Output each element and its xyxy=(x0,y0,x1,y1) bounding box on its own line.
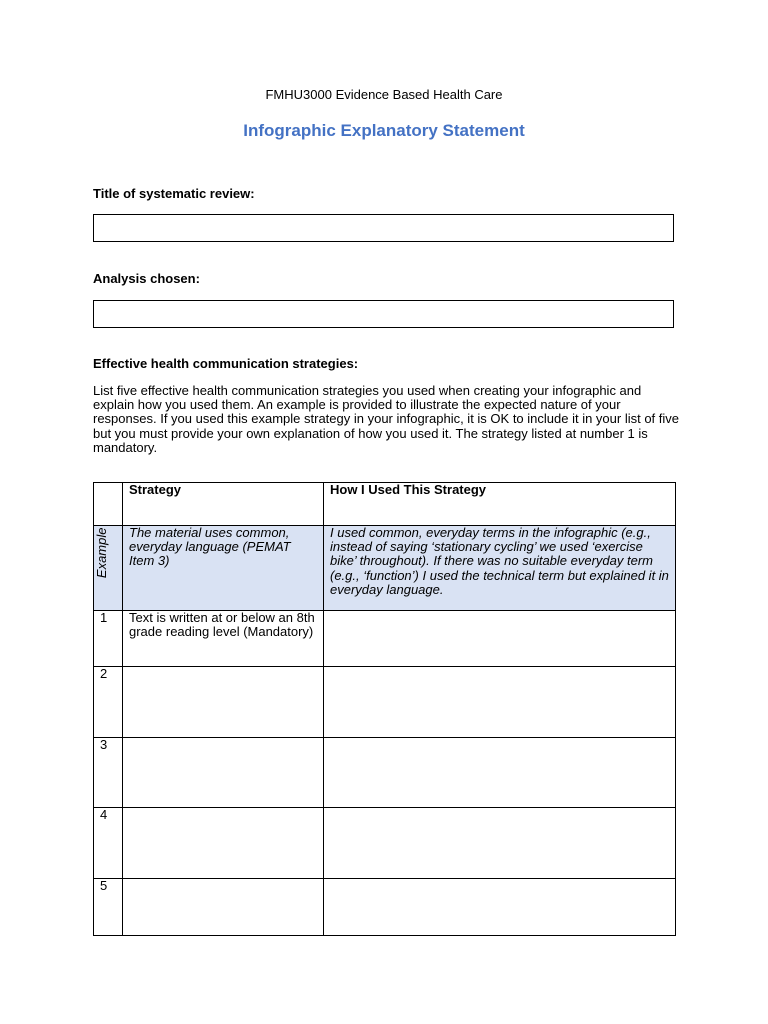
strategies-table xyxy=(93,482,676,936)
example-label: Example xyxy=(93,527,109,579)
header-how-cell: How I Used This Strategy xyxy=(324,483,676,526)
how-used-cell[interactable] xyxy=(324,808,676,879)
strategy-cell[interactable] xyxy=(123,738,324,808)
row-number: 3 xyxy=(94,738,123,808)
strategies-instructions: List five effective health communication strategies you used when creating your infographic and explain how you used them. An example is provided to illustrate the expected nature of your responses. If you used this example strategy in your infographic, it is OK to include it in your list of five but you must provide your own explanation of how you used it. The strategy listed at number 1 is mandatory. xyxy=(93,383,680,455)
table-row xyxy=(94,667,676,738)
row-number: 2 xyxy=(94,667,123,738)
table-row xyxy=(94,611,676,667)
review-title-label: Title of systematic review: xyxy=(93,186,255,201)
row-number: 1 xyxy=(94,611,123,667)
header-number-cell xyxy=(94,483,123,526)
how-used-cell[interactable] xyxy=(324,611,676,667)
row-number: 5 xyxy=(94,879,123,936)
example-label-cell xyxy=(94,526,123,611)
row-number: 4 xyxy=(94,808,123,879)
strategy-cell[interactable] xyxy=(123,667,324,738)
how-used-cell[interactable] xyxy=(324,738,676,808)
header-strategy-cell: Strategy xyxy=(123,483,324,526)
table-header-row xyxy=(94,483,676,526)
example-how-cell: I used common, everyday terms in the infographic (e.g., instead of saying ‘stationary cycling’ we used ‘exercise bike’ throughout). If there was no suitable everyday term (e.g., ‘function’) I used the technical term but explained it in everyday language. xyxy=(324,526,676,611)
analysis-chosen-label: Analysis chosen: xyxy=(93,271,200,286)
review-title-field[interactable] xyxy=(93,214,674,242)
example-row xyxy=(94,526,676,611)
strategies-heading: Effective health communication strategies: xyxy=(93,356,359,371)
strategy-cell[interactable] xyxy=(123,879,324,936)
analysis-chosen-field[interactable] xyxy=(93,300,674,328)
how-used-cell[interactable] xyxy=(324,879,676,936)
page-title: Infographic Explanatory Statement xyxy=(243,121,525,140)
table-row xyxy=(94,879,676,936)
table-row xyxy=(94,738,676,808)
example-strategy-cell: The material uses common, everyday language (PEMAT Item 3) xyxy=(123,526,324,611)
strategy-cell[interactable]: Text is written at or below an 8th grade reading level (Mandatory) xyxy=(123,611,324,667)
strategy-cell[interactable] xyxy=(123,808,324,879)
how-used-cell[interactable] xyxy=(324,667,676,738)
course-name: FMHU3000 Evidence Based Health Care xyxy=(265,87,503,102)
table-row xyxy=(94,808,676,879)
